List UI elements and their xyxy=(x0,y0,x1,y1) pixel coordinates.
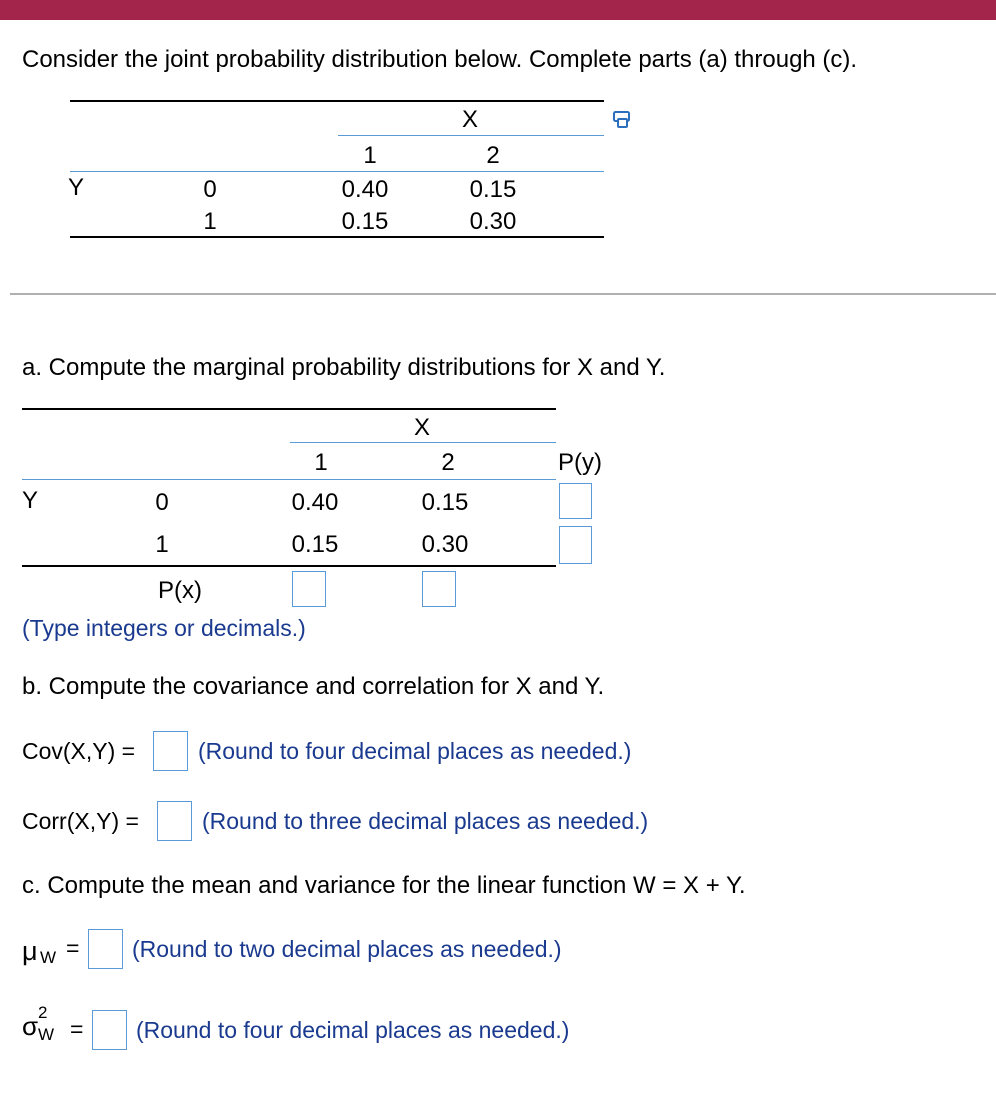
sigma-subscript: W xyxy=(38,1025,55,1044)
y-value-0: 0 xyxy=(155,489,169,516)
x-value-1: 1 xyxy=(363,142,377,169)
y-label: Y xyxy=(21,487,38,514)
variance-hint: (Round to four decimal places as needed.) xyxy=(136,1017,570,1043)
part-b-prompt: b. Compute the covariance and correlation for X and Y. xyxy=(22,673,605,700)
header-underline xyxy=(338,135,604,136)
corr-label: Corr(X,Y) = xyxy=(22,808,139,834)
mu-equals: = xyxy=(66,935,80,961)
copy-table-icon[interactable] xyxy=(612,110,634,130)
table-cell: 0.40 xyxy=(291,489,339,516)
table-cell: 0.15 xyxy=(291,531,339,558)
subheader-underline xyxy=(22,479,556,480)
y-label: Y xyxy=(67,174,84,201)
table-top-rule xyxy=(22,408,556,410)
table-bottom-rule xyxy=(70,236,604,238)
py-1-input[interactable] xyxy=(559,526,592,564)
x-value-2: 2 xyxy=(486,142,500,169)
variance-w-input[interactable] xyxy=(92,1010,127,1050)
x-value-2: 2 xyxy=(441,449,455,476)
sigma-symbol: σ xyxy=(22,1011,39,1041)
y-value-0: 0 xyxy=(203,176,217,203)
table-top-rule xyxy=(70,100,604,102)
py-0-input[interactable] xyxy=(559,483,592,519)
py-header: P(y) xyxy=(558,449,602,476)
part-c-prompt: c. Compute the mean and variance for the linear function W = X + Y. xyxy=(22,872,746,899)
y-value-1: 1 xyxy=(155,531,169,558)
table-cell: 0.15 xyxy=(469,176,517,203)
corr-hint: (Round to three decimal places as needed.) xyxy=(202,808,649,834)
mean-hint: (Round to two decimal places as needed.) xyxy=(132,936,562,962)
x-header: X xyxy=(461,106,478,133)
mean-w-input[interactable] xyxy=(88,929,123,969)
table-bottom-rule xyxy=(22,565,556,567)
corr-input[interactable] xyxy=(157,801,192,841)
part-a-hint: (Type integers or decimals.) xyxy=(22,615,306,641)
x-value-1: 1 xyxy=(314,449,328,476)
subheader-underline xyxy=(70,171,604,172)
cov-label: Cov(X,Y) = xyxy=(22,738,136,764)
sigma-superscript: 2 xyxy=(38,1003,48,1022)
header-underline xyxy=(290,442,556,443)
mu-subscript: W xyxy=(40,948,57,967)
table-cell: 0.30 xyxy=(469,208,517,235)
px-label: P(x) xyxy=(158,577,202,604)
table-cell: 0.30 xyxy=(421,531,469,558)
section-divider xyxy=(10,293,996,295)
table-cell: 0.15 xyxy=(421,489,469,516)
cov-hint: (Round to four decimal places as needed.) xyxy=(198,738,632,764)
px-2-input[interactable] xyxy=(422,571,456,607)
cov-input[interactable] xyxy=(153,731,188,771)
y-value-1: 1 xyxy=(203,208,217,235)
part-a-prompt: a. Compute the marginal probability distributions for X and Y. xyxy=(22,354,666,381)
question-intro: Consider the joint probability distribution below. Complete parts (a) through (c). xyxy=(22,46,858,73)
x-header: X xyxy=(413,414,430,441)
header-bar xyxy=(0,0,996,20)
table-cell: 0.40 xyxy=(341,176,389,203)
table-cell: 0.15 xyxy=(341,208,389,235)
px-1-input[interactable] xyxy=(292,571,326,607)
sigma-equals: = xyxy=(70,1016,84,1042)
mu-symbol: μ xyxy=(22,936,38,966)
